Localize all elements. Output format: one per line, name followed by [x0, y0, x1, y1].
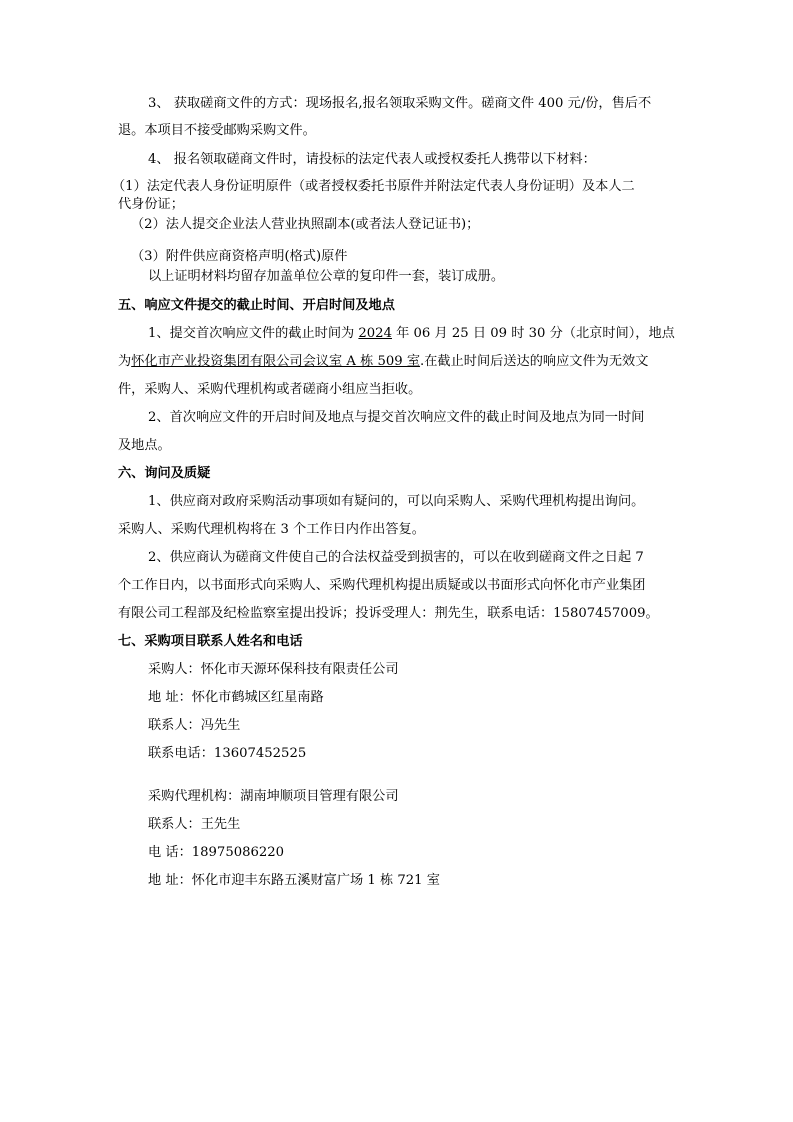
deadline-year: 2024 [358, 326, 392, 341]
agent-name: 采购代理机构：湖南坤顺项目管理有限公司 [148, 789, 399, 804]
material-1-line1: （1）法定代表人身份证明原件（或者授权委托书原件并附法定代表人身份证明）及本人二 [112, 179, 635, 194]
material-2: （2）法人提交企业法人营业执照副本(或者法人登记证书)； [131, 217, 480, 232]
sec5-p1-text-c: 为 [118, 354, 132, 369]
materials-note: 以上证明材料均留存加盖单位公章的复印件一套，装订成册。 [148, 269, 505, 284]
agent-address: 地 址：怀化市迎丰东路五溪财富广场 1 栋 721 室 [148, 873, 440, 888]
meeting-place: 怀化市产业投资集团有限公司会议室 A 栋 509 室 [131, 354, 421, 369]
sec6-p2-line2: 个工作日内，以书面形式向采购人、采购代理机构提出质疑或以书面形式向怀化市产业集团 [118, 578, 646, 593]
section-5-heading: 五、响应文件提交的截止时间、开启时间及地点 [118, 298, 395, 313]
item3-line2: 退。本项目不接受邮购采购文件。 [118, 123, 316, 138]
material-3: （3）附件供应商资格声明(格式)原件 [131, 249, 348, 264]
item3-line1: 3、 获取磋商文件的方式：现场报名,报名领取采购文件。磋商文件 400 元/份，售后不 [148, 96, 652, 111]
sec5-p1-line3: 件，采购人、采购代理机构或者磋商小组应当拒收。 [118, 382, 422, 397]
buyer-contact: 联系人：冯先生 [148, 718, 241, 733]
agent-phone: 电 话：18975086220 [148, 845, 285, 860]
buyer-phone: 联系电话：13607452525 [148, 746, 307, 761]
section-7-heading: 七、采购项目联系人姓名和电话 [118, 634, 303, 649]
buyer-name: 采购人：怀化市天源环保科技有限责任公司 [148, 662, 399, 677]
sec5-p2-line2: 及地点。 [118, 438, 171, 453]
section-6-heading: 六、询问及质疑 [118, 466, 211, 481]
sec5-p1-text-a: 1、提交首次响应文件的截止时间为 [148, 326, 359, 341]
sec6-p1-line2: 采购人、采购代理机构将在 3 个工作日内作出答复。 [118, 522, 425, 537]
agent-contact: 联系人：王先生 [148, 817, 241, 832]
sec5-p2-line1: 2、首次响应文件的开启时间及地点与提交首次响应文件的截止时间及地点为同一时间 [148, 410, 645, 425]
material-1-line2: 代身份证； [118, 197, 184, 212]
item4-line1: 4、 报名领取磋商文件时，请投标的法定代表人或授权委托人携带以下材料： [148, 152, 596, 167]
sec6-p2-line1: 2、供应商认为磋商文件使自己的合法权益受到损害的，可以在收到磋商文件之日起 7 [148, 550, 644, 565]
sec5-p1-text-d: .在截止时间后送达的响应文件为无效文 [420, 354, 649, 369]
sec6-p2-line3: 有限公司工程部及纪检监察室提出投诉；投诉受理人：荆先生，联系电话：15807457009。 [118, 606, 659, 621]
sec5-p1-text-b: 年 06 月 25 日 09 时 30 分（北京时间），地点 [391, 326, 675, 341]
sec5-p1-line2 [118, 353, 648, 371]
buyer-address: 地 址：怀化市鹤城区红星南路 [148, 690, 324, 705]
sec6-p1-line1: 1、供应商对政府采购活动事项如有疑问的，可以向采购人、采购代理机构提出询问。 [148, 494, 645, 509]
sec5-p1-line1 [148, 325, 675, 343]
